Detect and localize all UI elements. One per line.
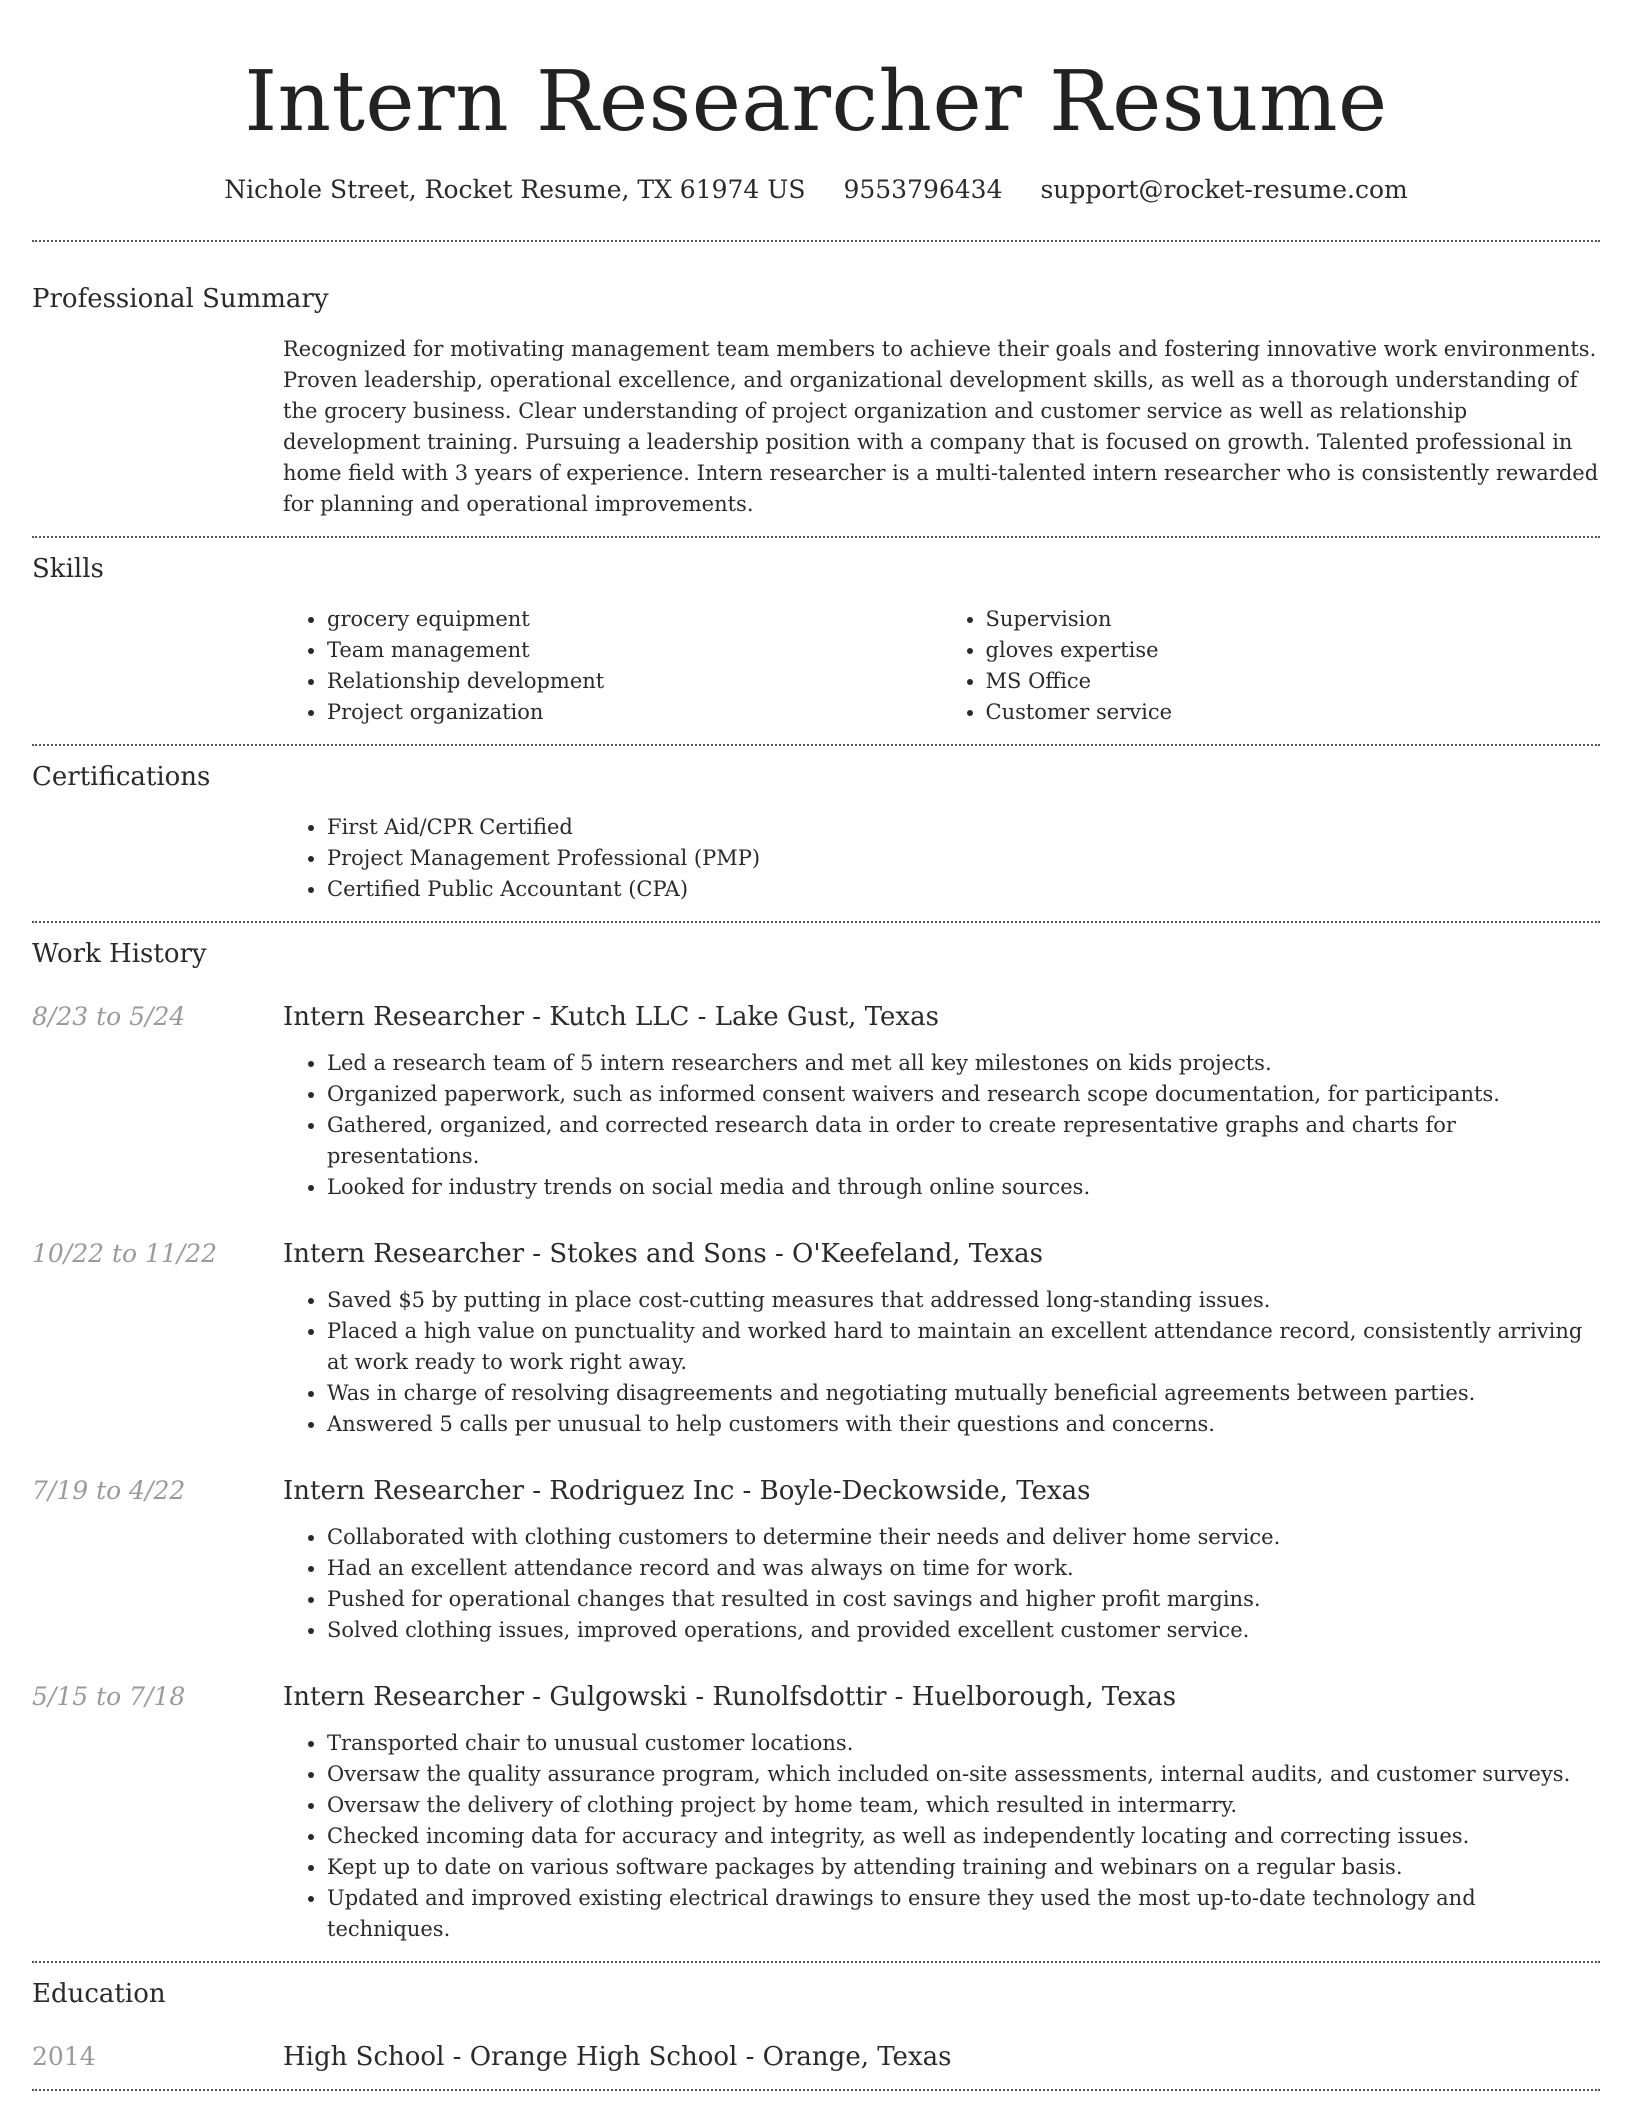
job-bullet: • Answered 5 calls per unusual to help customers with their questions and concerns. [327,1409,1600,1440]
job-bullet: • Kept up to date on various software packages by attending training and webinars on a regular basis. [327,1852,1600,1883]
job-bullet: • Solved clothing issues, improved operations, and provided excellent customer service. [327,1615,1600,1646]
certification-item: • Certified Public Accountant (CPA) [327,874,1600,905]
job-entry [32,1681,1600,1945]
skill-item: • Team management [327,635,942,666]
skill-item: • Project organization [327,697,942,728]
skills-section [32,538,1600,728]
summary-section [32,242,1600,520]
job-bullet: • Had an excellent attendance record and was always on time for work. [327,1553,1600,1584]
job-entry [32,1475,1600,1646]
job-bullet: • Pushed for operational changes that resulted in cost savings and higher profit margins. [327,1584,1600,1615]
education-title: High School - Orange High School - Orange, Texas [283,2042,952,2072]
job-dates: 10/22 to 11/22 [32,1239,218,1268]
work-heading: Work History [32,939,207,969]
job-title: Intern Researcher - Kutch LLC - Lake Gust, Texas [283,1002,939,1032]
job-bullet: • Collaborated with clothing customers to determine their needs and deliver home service. [327,1522,1600,1553]
job-bullet: • Oversaw the delivery of clothing project by home team, which resulted in intermarry. [327,1790,1600,1821]
job-bullet: • Saved $5 by putting in place cost-cutting measures that addressed long-standing issues. [327,1285,1600,1316]
skill-item: • gloves expertise [986,635,1601,666]
job-title: Intern Researcher - Gulgowski - Runolfsdottir - Huelborough, Texas [283,1682,1177,1712]
job-title: Intern Researcher - Rodriguez Inc - Boyle-Deckowside, Texas [283,1476,1091,1506]
phone: 9553796434 [843,175,1003,204]
education-heading: Education [32,1979,166,2009]
certification-item: • First Aid/CPR Certified [327,812,1600,843]
education-entry [32,2041,1600,2073]
divider [32,2089,1600,2091]
address: Nichole Street, Rocket Resume, TX 61974 US [224,175,806,204]
summary-heading: Professional Summary [32,284,329,314]
skill-item: • grocery equipment [327,604,942,635]
skills-heading: Skills [32,554,104,584]
skill-item: • Relationship development [327,666,942,697]
summary-text: Recognized for motivating management team members to achieve their goals and fostering innovative work environments. Proven leadership, operational excellence, and organizational development skills, as well as a thorough understanding of the grocery business. Clear understanding of project organization and customer service as well as relationship development training. Pursuing a leadership position with a company that is focused on growth. Talented professional in home field with 3 years of experience. Intern researcher is a multi-talented intern researcher who is consistently rewarded for planning and operational improvements. [283,337,1599,516]
skill-item: • Supervision [986,604,1601,635]
job-dates: 5/15 to 7/18 [32,1682,186,1711]
job-title: Intern Researcher - Stokes and Sons - O'Keefeland, Texas [283,1239,1043,1269]
job-entry [32,1238,1600,1440]
job-bullet: • Organized paperwork, such as informed consent waivers and research scope documentation, for participants. [327,1079,1600,1110]
job-bullet: • Oversaw the quality assurance program, which included on-site assessments, internal audits, and customer surveys. [327,1759,1600,1790]
certifications-section [32,746,1600,905]
job-entry [32,1001,1600,1203]
job-bullet: • Transported chair to unusual customer locations. [327,1728,1600,1759]
work-section [32,923,1600,1945]
skill-item: • Customer service [986,697,1601,728]
email: support@rocket-resume.com [1040,175,1408,204]
certification-item: • Project Management Professional (PMP) [327,843,1600,874]
job-bullet: • Updated and improved existing electrical drawings to ensure they used the most up-to-date technology and techniques. [327,1883,1600,1945]
job-bullet: • Gathered, organized, and corrected research data in order to create representative graphs and charts for presentations. [327,1110,1600,1172]
certifications-heading: Certifications [32,762,211,792]
job-bullet: • Was in charge of resolving disagreements and negotiating mutually beneficial agreements between parties. [327,1378,1600,1409]
job-bullet: • Led a research team of 5 intern researchers and met all key milestones on kids projects. [327,1048,1600,1079]
skills-right [942,604,1601,728]
job-dates: 8/23 to 5/24 [32,1002,186,1031]
resume-page [32,0,1600,2091]
skills-list [283,604,1600,728]
job-bullet: • Checked incoming data for accuracy and integrity, as well as independently locating and correcting issues. [327,1821,1600,1852]
education-date: 2014 [32,2042,96,2071]
certifications-list [283,812,1600,905]
contact-line [32,174,1600,206]
skills-left [283,604,942,728]
job-dates: 7/19 to 4/22 [32,1476,186,1505]
job-bullet: • Placed a high value on punctuality and worked hard to maintain an excellent attendance record, consistently arriving at work ready to work right away. [327,1316,1600,1378]
job-bullet: • Looked for industry trends on social media and through online sources. [327,1172,1600,1203]
resume-title: Intern Researcher Resume [244,53,1388,150]
education-section [32,1963,1600,2073]
skill-item: • MS Office [986,666,1601,697]
